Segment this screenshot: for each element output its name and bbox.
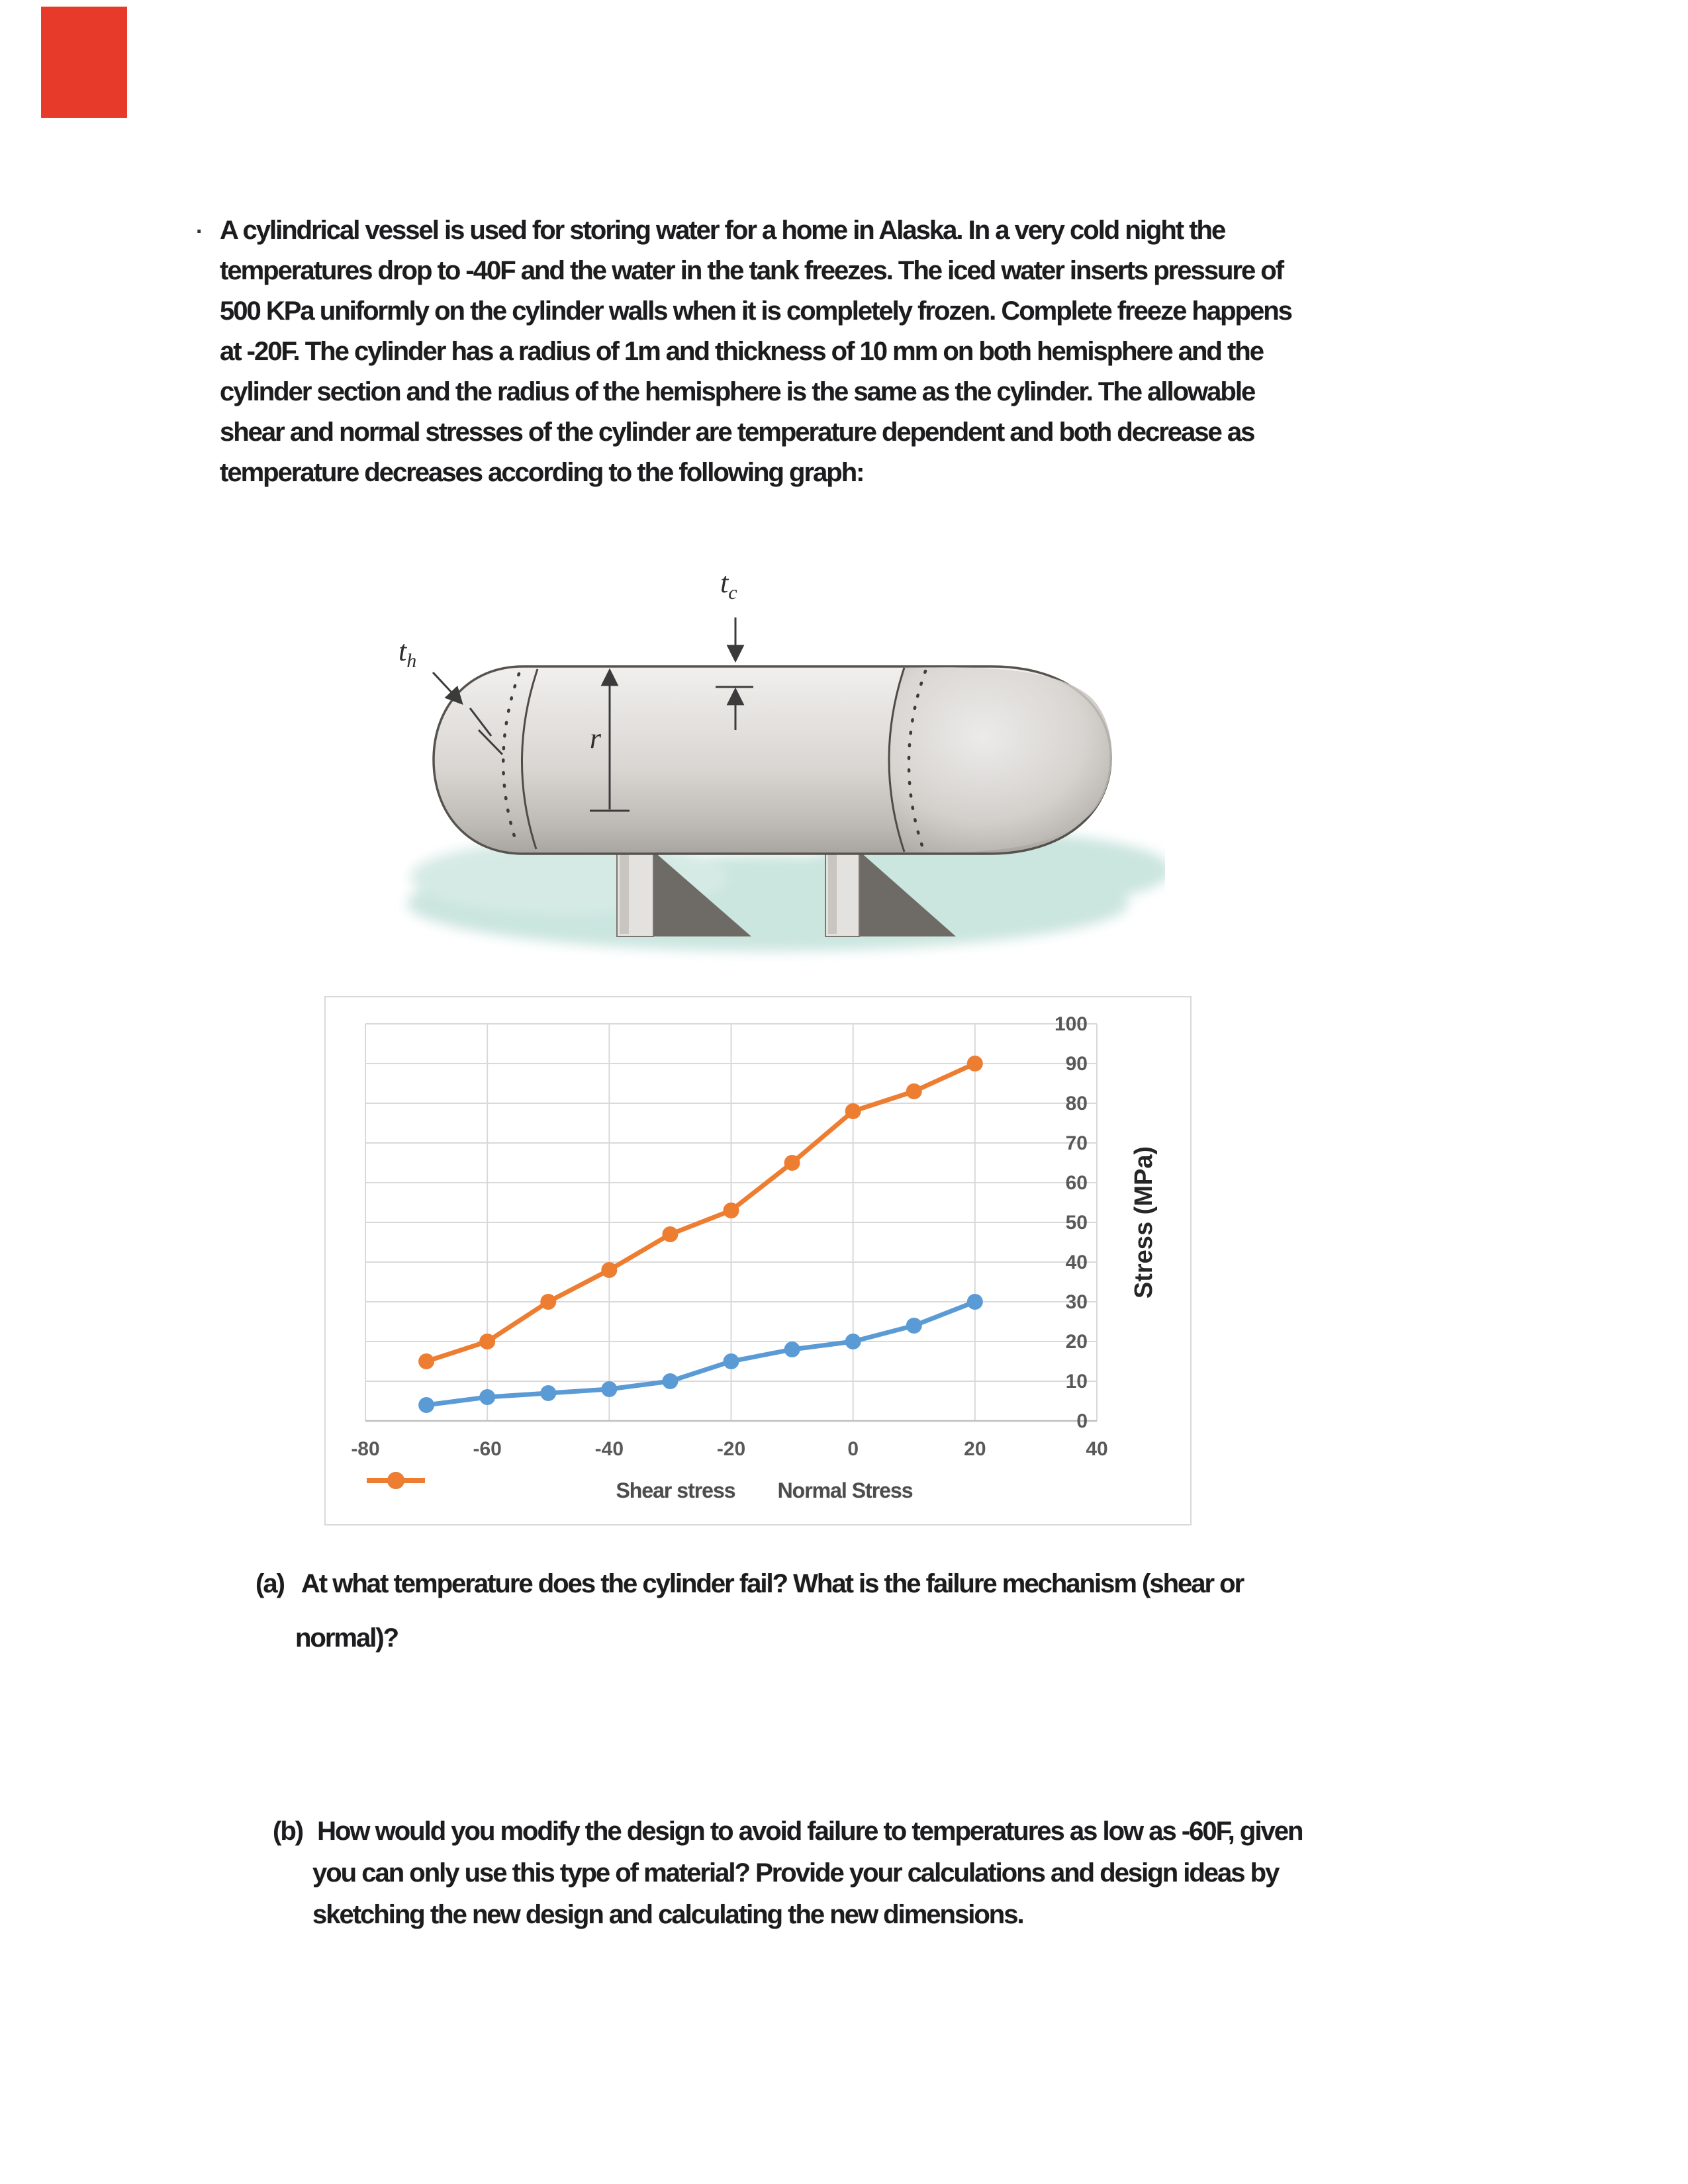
y-axis-title: Stress (MPa) <box>1130 1146 1158 1299</box>
question-a-label: (a) <box>256 1569 284 1598</box>
x-tick-label: -20 <box>716 1438 746 1460</box>
question-a-line: At what temperature does the cylinder fail? What is the failure mechanism (shear or <box>301 1569 1244 1598</box>
data-point-shear-stress <box>418 1397 434 1413</box>
legend-marker-icon <box>365 1471 426 1490</box>
problem-statement <box>220 210 1405 493</box>
problem-line: at -20F. The cylinder has a radius of 1m and thickness of 10 mm on both hemisphere and the <box>220 337 1263 366</box>
label-r: r <box>589 722 601 754</box>
question-b <box>273 1811 1302 1936</box>
label-th: $t_h$ <box>399 635 417 672</box>
stress-temperature-chart <box>324 996 1192 1525</box>
list-leading-dot: . <box>196 213 203 238</box>
series-line-normal-stress <box>426 1064 975 1361</box>
data-point-normal-stress <box>418 1353 434 1369</box>
question-b-line: sketching the new design and calculating the new dimensions. <box>312 1900 1023 1929</box>
x-tick-label: 0 <box>847 1438 859 1460</box>
pressure-vessel-figure <box>371 543 1165 979</box>
y-tick-label: 50 <box>1065 1212 1088 1234</box>
y-tick-label: 70 <box>1065 1132 1088 1154</box>
data-point-normal-stress <box>784 1155 800 1171</box>
question-b-line: How would you modify the design to avoid failure to temperatures as low as -60F, given <box>317 1817 1303 1846</box>
legend-item-normal-stress <box>778 1479 913 1503</box>
problem-line: cylinder section and the radius of the hemisphere is the same as the cylinder. The allowable <box>220 377 1255 406</box>
question-b-label: (b) <box>273 1817 303 1846</box>
x-tick-label: 40 <box>1086 1438 1108 1460</box>
x-tick-label: -80 <box>351 1438 380 1460</box>
data-point-normal-stress <box>845 1103 861 1119</box>
y-tick-label: 100 <box>1054 1013 1088 1035</box>
data-point-normal-stress <box>906 1083 922 1099</box>
y-tick-label: 40 <box>1065 1251 1088 1273</box>
y-tick-label: 20 <box>1065 1331 1088 1353</box>
legend-label: Normal Stress <box>777 1478 913 1502</box>
data-point-shear-stress <box>479 1389 495 1405</box>
question-a <box>256 1557 1243 1665</box>
data-point-normal-stress <box>724 1203 739 1218</box>
data-point-shear-stress <box>724 1353 739 1369</box>
data-point-normal-stress <box>540 1294 556 1310</box>
data-point-normal-stress <box>662 1226 678 1242</box>
tank-illustration <box>371 543 1165 979</box>
y-tick-label: 80 <box>1065 1093 1088 1115</box>
chart-legend <box>365 1471 1163 1510</box>
problem-line: A cylindrical vessel is used for storing water for a home in Alaska. In a very cold night the <box>220 216 1225 245</box>
problem-line: shear and normal stresses of the cylinder are temperature dependent and both decrease as <box>220 418 1254 447</box>
chart-canvas <box>326 997 1190 1524</box>
y-tick-label: 90 <box>1065 1053 1088 1075</box>
support-plate-shade <box>620 850 629 934</box>
data-point-normal-stress <box>967 1056 983 1071</box>
legend-item-shear-stress <box>616 1479 735 1503</box>
x-tick-label: -40 <box>594 1438 624 1460</box>
legend-label: Shear stress <box>616 1478 735 1502</box>
x-tick-label: -60 <box>473 1438 502 1460</box>
data-point-shear-stress <box>967 1294 983 1310</box>
data-point-shear-stress <box>662 1373 678 1389</box>
y-tick-label: 10 <box>1065 1371 1088 1392</box>
problem-line: temperatures drop to -40F and the water in the tank freezes. The iced water inserts pressure of <box>220 256 1284 285</box>
problem-line: 500 KPa uniformly on the cylinder walls when it is completely frozen. Complete freeze happens <box>220 296 1291 326</box>
problem-line: temperature decreases according to the following graph: <box>220 458 864 487</box>
data-point-shear-stress <box>906 1318 922 1334</box>
data-point-shear-stress <box>845 1334 861 1349</box>
red-scan-marker <box>41 7 127 118</box>
y-tick-label: 30 <box>1065 1291 1088 1313</box>
data-point-shear-stress <box>540 1385 556 1401</box>
x-tick-label: 20 <box>964 1438 986 1460</box>
series-line-shear-stress <box>426 1302 975 1405</box>
data-point-shear-stress <box>784 1342 800 1357</box>
y-tick-label: 60 <box>1065 1172 1088 1194</box>
data-point-normal-stress <box>479 1334 495 1349</box>
label-tc: $t_c$ <box>720 567 737 604</box>
data-point-normal-stress <box>601 1262 617 1278</box>
question-b-line: you can only use this type of material? Provide your calculations and design ideas by <box>312 1858 1279 1888</box>
question-a-line: normal)? <box>295 1623 399 1653</box>
support-plate-shade <box>828 850 837 934</box>
y-tick-label: 0 <box>1076 1410 1088 1432</box>
data-point-shear-stress <box>601 1381 617 1397</box>
